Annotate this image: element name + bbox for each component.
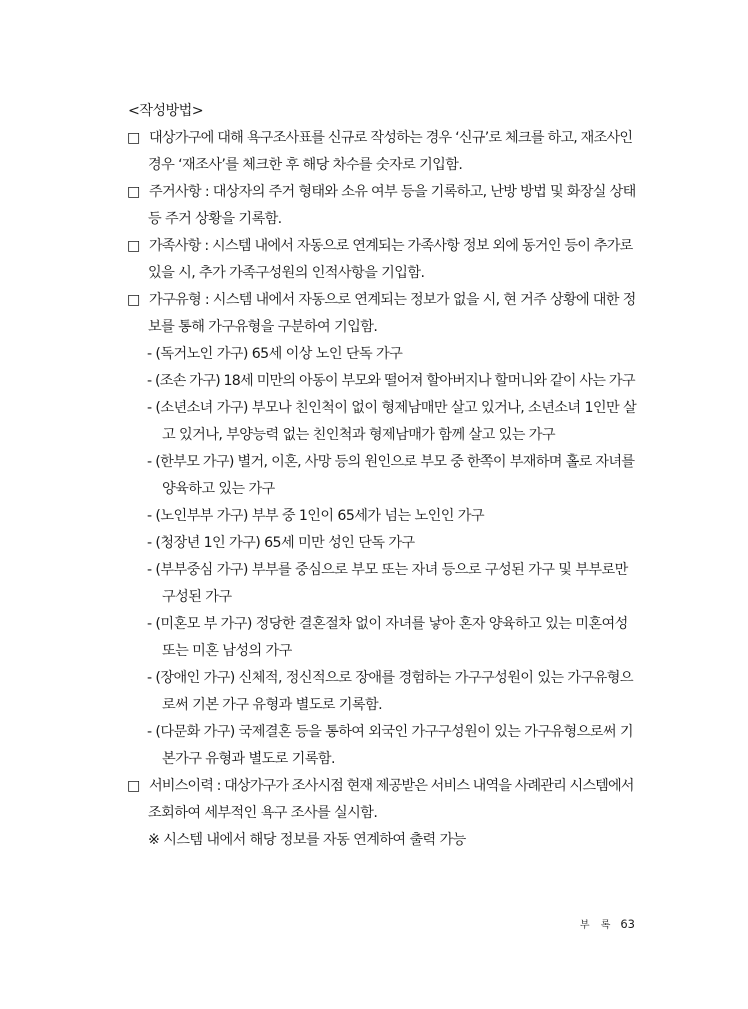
dash-item-cont: 또는 미혼 남성의 가구 <box>162 643 292 659</box>
bullet-square-icon: □ <box>127 130 140 146</box>
dash-item: - (한부모 가구) 별거, 이혼, 사망 등의 원인으로 부모 중 한쪽이 부재하며 홀로 자녀를 <box>147 454 635 470</box>
page-number: 63 <box>620 917 635 931</box>
bullet-item <box>127 776 634 796</box>
dash-item: - (다문화 가구) 국제결혼 등을 통하여 외국인 가구구성원이 있는 가구유형으로써 기 <box>147 724 633 740</box>
footer-label: 부 록 <box>579 920 615 931</box>
dash-item: - (소년소녀 가구) 부모나 친인척이 없이 형제남매만 살고 있거나, 소년소녀 1인만 살 <box>147 400 637 416</box>
bullet-text: 주거사항 : 대상자의 주거 형태와 소유 여부 등을 기록하고, 난방 방법 및 화장실 상태 <box>149 184 636 200</box>
page-footer <box>580 916 635 934</box>
bullet-text-cont: 보를 통해 가구유형을 구분하여 기입함. <box>148 319 378 335</box>
bullet-text: 대상가구에 대해 욕구조사표를 신규로 작성하는 경우 ‘신규’로 체크를 하고, 재조사인 <box>149 130 633 146</box>
dash-item: - (미혼모 부 가구) 정당한 결혼절차 없이 자녀를 낳아 혼자 양육하고 있는 미혼여성 <box>147 616 628 632</box>
dash-item-cont: 본가구 유형과 별도로 기록함. <box>162 751 335 767</box>
dash-item: - (부부중심 가구) 부부를 중심으로 부모 또는 자녀 등으로 구성된 가구 및 부부로만 <box>147 562 628 578</box>
bullet-square-icon: □ <box>127 292 140 308</box>
dash-item: - (장애인 가구) 신체적, 정신적으로 장애를 경험하는 가구구성원이 있는 가구유형으 <box>147 670 633 686</box>
dash-item-cont: 구성된 가구 <box>162 589 232 605</box>
bullet-item <box>127 128 632 148</box>
bullet-text: 가족사항 : 시스템 내에서 자동으로 연계되는 가족사항 정보 외에 동거인 등이 추가로 <box>149 238 633 254</box>
dash-item-cont: 양육하고 있는 가구 <box>162 481 275 497</box>
bullet-square-icon: □ <box>127 184 140 200</box>
bullet-square-icon: □ <box>127 238 140 254</box>
dash-item: - (청장년 1인 가구) 65세 미만 성인 단독 가구 <box>147 535 415 551</box>
bullet-item <box>127 290 636 310</box>
bullet-text: 서비스이력 : 대상가구가 조사시점 현재 제공받은 서비스 내역을 사례관리 시스템에서 <box>149 778 634 794</box>
section-heading: <작성방법> <box>128 103 203 119</box>
bullet-text-cont: 등 주거 상황을 기록함. <box>148 211 282 227</box>
note-text: ※ 시스템 내에서 해당 정보를 자동 연계하여 출력 가능 <box>148 832 466 848</box>
bullet-item <box>127 182 636 202</box>
bullet-text: 가구유형 : 시스템 내에서 자동으로 연계되는 정보가 없을 시, 현 거주 상황에 대한 정 <box>149 292 636 308</box>
dash-item-cont: 로써 기본 가구 유형과 별도로 기록함. <box>162 697 383 713</box>
bullet-text-cont: 조회하여 세부적인 욕구 조사를 실시함. <box>148 805 378 821</box>
dash-item: - (조손 가구) 18세 미만의 아동이 부모와 떨어져 할아버지나 할머니와 같이 사는 가구 <box>147 373 635 389</box>
dash-item-cont: 고 있거나, 부양능력 없는 친인척과 형제남매가 함께 살고 있는 가구 <box>162 427 555 443</box>
bullet-square-icon: □ <box>127 778 140 794</box>
bullet-text-cont: 있을 시, 추가 가족구성원의 인적사항을 기입함. <box>148 265 425 281</box>
dash-item: - (노인부부 가구) 부부 중 1인이 65세가 넘는 노인인 가구 <box>147 508 484 524</box>
bullet-text-cont: 경우 ‘재조사’를 체크한 후 해당 차수를 숫자로 기입함. <box>148 157 463 173</box>
dash-item: - (독거노인 가구) 65세 이상 노인 단독 가구 <box>147 346 403 362</box>
bullet-item <box>127 236 633 256</box>
